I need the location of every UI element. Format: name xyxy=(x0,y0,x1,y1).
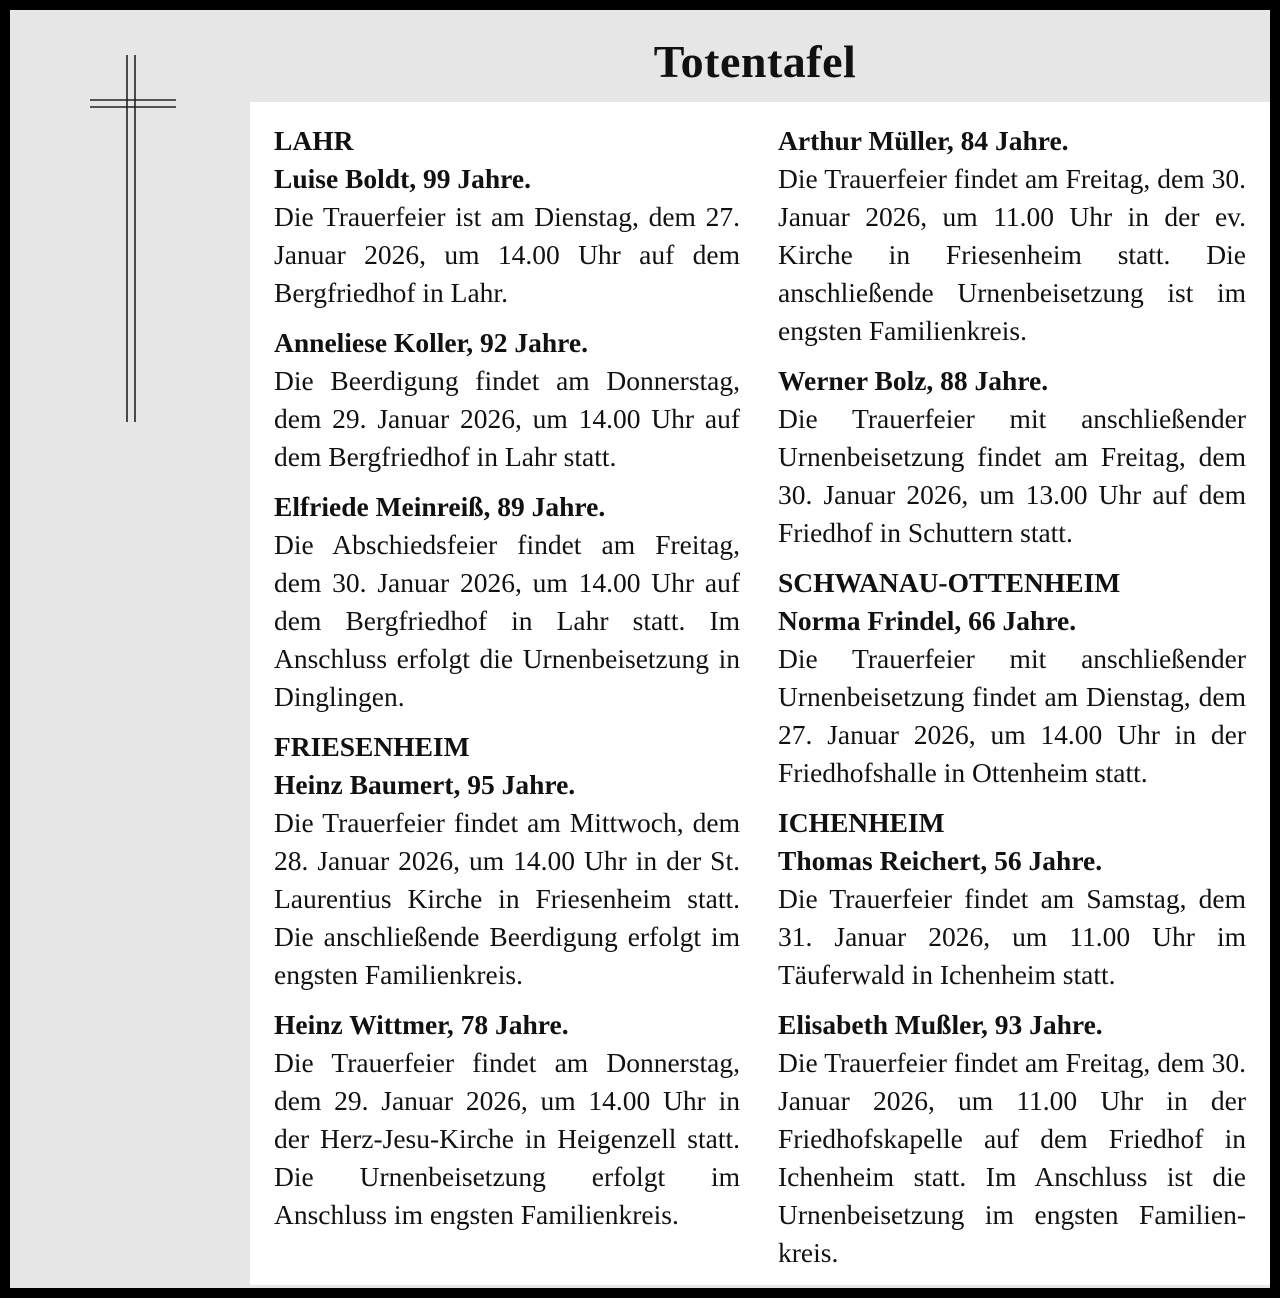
obituary-entry xyxy=(274,766,740,994)
deceased-name: Elfriede Meinreiß, 89 Jahre. xyxy=(274,491,606,522)
service-details: Die Trauerfeier mit anschließender Urnenbeisetzung findet am Dienstag, dem 27. Januar 2026, um 14.00 Uhr in der Friedhofshalle in Ottenheim statt. xyxy=(778,643,1246,788)
service-details: Die Trauerfeier findet am Freitag, dem 30. Januar 2026, um 11.00 Uhr in der Friedhofskapelle auf dem Friedhof in Ichenheim statt. Im Anschluss ist die Urnenbeisetzung im engsten Familien-kreis. xyxy=(778,1047,1246,1268)
obituary-entry xyxy=(274,488,740,716)
obituary-entry xyxy=(274,160,740,312)
deceased-name: Heinz Wittmer, 78 Jahre. xyxy=(274,1009,569,1040)
cross-icon xyxy=(80,50,190,430)
deceased-name: Norma Frindel, 66 Jahre. xyxy=(778,605,1077,636)
service-details: Die Trauerfeier ist am Dienstag, dem 27. Januar 2026, um 14.00 Uhr auf dem Bergfriedhof in Lahr. xyxy=(274,201,740,308)
page-title: Totentafel xyxy=(653,35,857,87)
service-details: Die Beerdigung findet am Donnerstag, dem 29. Januar 2026, um 14.00 Uhr auf dem Bergfriedhof in Lahr statt. xyxy=(274,365,740,472)
obituary-entry xyxy=(778,122,1246,350)
left-column xyxy=(274,122,740,1246)
deceased-name: Luise Boldt, 99 Jahre. xyxy=(274,163,531,194)
obituary-entry xyxy=(778,362,1246,552)
obituary-panel xyxy=(250,102,1270,1285)
deceased-name: Werner Bolz, 88 Jahre. xyxy=(778,365,1049,396)
place-heading-friesenheim: FRIESENHEIM xyxy=(274,731,470,762)
service-details: Die Trauerfeier findet am Samstag, dem 31. Januar 2026, um 11.00 Uhr im Täuferwald in Ichenheim statt. xyxy=(778,883,1246,990)
service-details: Die Trauerfeier findet am Donnerstag, dem 29. Januar 2026, um 14.00 Uhr in der Herz-Jesu-Kirche in Heigenzell statt. Die Urnenbeisetzung erfolgt im Anschluss im engsten Familienkreis. xyxy=(274,1047,740,1230)
obituary-entry xyxy=(274,324,740,476)
obituary-entry xyxy=(274,1006,740,1234)
service-details: Die Trauerfeier mit anschließender Urnenbeisetzung findet am Freitag, dem 30. Januar 2026, um 13.00 Uhr auf dem Friedhof in Schuttern statt. xyxy=(778,403,1246,548)
obituary-entry xyxy=(778,602,1246,792)
place-heading-lahr: LAHR xyxy=(274,125,354,156)
service-details: Die Trauerfeier findet am Mittwoch, dem 28. Januar 2026, um 14.00 Uhr in der St. Laurentius Kirche in Friesenheim statt. Die anschließende Beerdigung erfolgt im engsten Familienkreis. xyxy=(274,807,740,990)
place-heading-ichenheim: ICHENHEIM xyxy=(778,807,945,838)
deceased-name: Elisabeth Mußler, 93 Jahre. xyxy=(778,1009,1103,1040)
deceased-name: Arthur Müller, 84 Jahre. xyxy=(778,125,1069,156)
deceased-name: Heinz Baumert, 95 Jahre. xyxy=(274,769,576,800)
deceased-name: Thomas Reichert, 56 Jahre. xyxy=(778,845,1103,876)
service-details: Die Trauerfeier findet am Freitag, dem 30. Januar 2026, um 11.00 Uhr in der ev. Kirche in Friesenheim statt. Die anschließende Urnenbeisetzung ist im engsten Familienkreis. xyxy=(778,163,1246,346)
deceased-name: Anneliese Koller, 92 Jahre. xyxy=(274,327,588,358)
obituary-entry xyxy=(778,1006,1246,1272)
service-details: Die Abschiedsfeier findet am Freitag, dem 30. Januar 2026, um 14.00 Uhr auf dem Bergfriedhof in Lahr statt. Im Anschluss erfolgt die Urnenbeisetzung in Dinglingen. xyxy=(274,529,740,712)
right-column xyxy=(778,122,1246,1284)
obituary-entry xyxy=(778,842,1246,994)
place-heading-schwanau-ottenheim: SCHWANAU-OTTENHEIM xyxy=(778,567,1121,598)
